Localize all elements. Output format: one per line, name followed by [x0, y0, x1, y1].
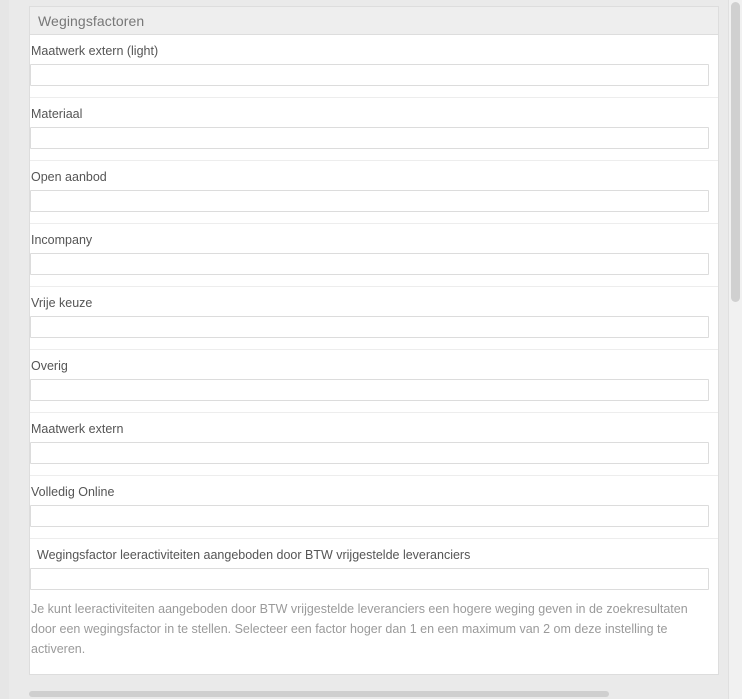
wegingsfactoren-panel	[29, 6, 719, 675]
input-open-aanbod[interactable]	[30, 190, 709, 212]
label-overig: Overig	[31, 359, 68, 373]
label-materiaal: Materiaal	[31, 107, 83, 121]
input-incompany[interactable]	[30, 253, 709, 275]
field-group-maatwerk-extern	[30, 413, 718, 476]
field-group-incompany	[30, 224, 718, 287]
vertical-scroll-thumb[interactable]	[731, 2, 740, 302]
field-group-overig	[30, 350, 718, 413]
panel-title: Wegingsfactoren	[38, 12, 145, 29]
horizontal-scroll-thumb[interactable]	[29, 691, 609, 697]
field-group-materiaal	[30, 98, 718, 161]
input-volledig-online[interactable]	[30, 505, 709, 527]
page-gutter-left	[0, 0, 9, 699]
field-group-maatwerk-extern-light	[30, 35, 718, 98]
label-maatwerk-extern-light: Maatwerk extern (light)	[31, 44, 159, 58]
field-group-vrije-keuze	[30, 287, 718, 350]
label-vrije-keuze: Vrije keuze	[31, 296, 93, 310]
label-volledig-online: Volledig Online	[31, 485, 115, 499]
input-btw-vrijgestelde-leveranciers[interactable]	[30, 568, 709, 590]
input-materiaal[interactable]	[30, 127, 709, 149]
label-btw-vrijgestelde-leveranciers: Wegingsfactor leeractiviteiten aangeboden door BTW vrijgestelde leveranciers	[37, 548, 471, 562]
input-vrije-keuze[interactable]	[30, 316, 709, 338]
panel-header	[30, 7, 718, 35]
help-text-btw-vrijgestelde-leveranciers: Je kunt leeractiviteiten aangeboden door BTW vrijgestelde leveranciers een hogere weging geven in de zoekresultaten door een wegingsfactor in te stellen. Selecteer een factor hoger dan 1 en een maximum van 2 om deze instelling te activeren.	[31, 602, 688, 656]
input-maatwerk-extern-light[interactable]	[30, 64, 709, 86]
field-group-open-aanbod	[30, 161, 718, 224]
label-maatwerk-extern: Maatwerk extern	[31, 422, 124, 436]
field-group-btw-vrijgestelde-leveranciers	[30, 539, 718, 672]
panel-body	[30, 35, 718, 674]
field-group-volledig-online	[30, 476, 718, 539]
label-incompany: Incompany	[31, 233, 93, 247]
vertical-scrollbar[interactable]	[728, 0, 742, 699]
input-overig[interactable]	[30, 379, 709, 401]
input-maatwerk-extern[interactable]	[30, 442, 709, 464]
label-open-aanbod: Open aanbod	[31, 170, 107, 184]
